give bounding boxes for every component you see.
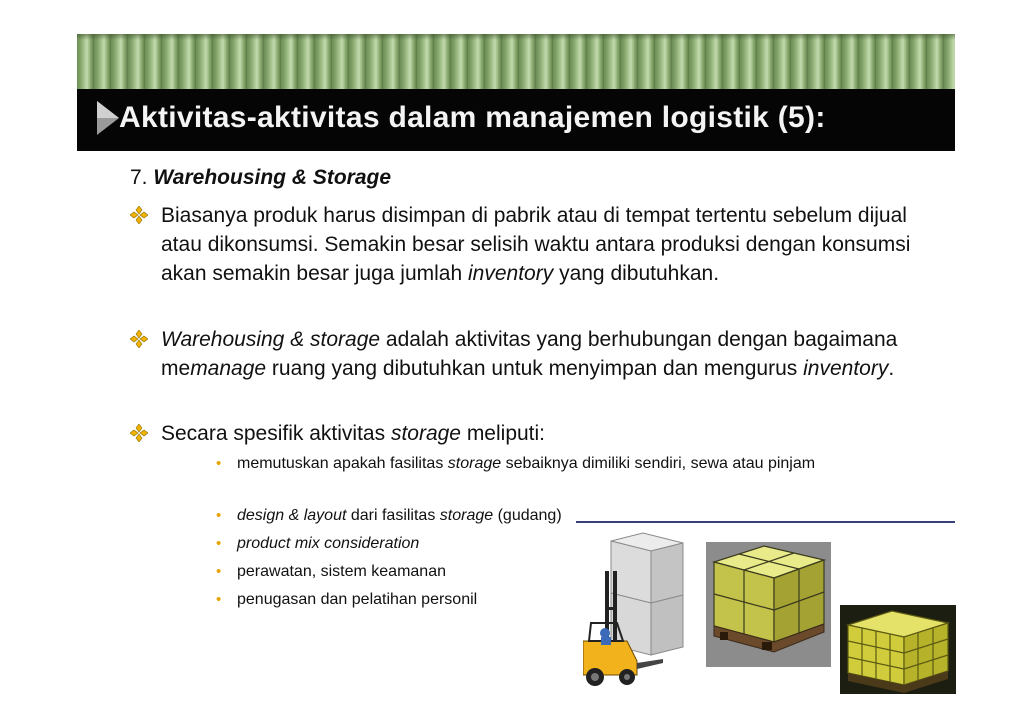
title-arrow-icon [97,101,119,135]
slide-title: Aktivitas-aktivitas dalam manajemen logistik (5): [119,101,826,134]
sub-item-1 [216,452,896,475]
forklift-boxes-image [583,531,695,689]
bullet-1-text: Biasanya produk harus disimpan di pabrik atau di tempat tertentu sebelum dijual atau dikonsumsi. Semakin besar selisih waktu antara produksi dengan konsumsi akan semakin besar juga jumlah inventory yang dibutuhkan. [161,204,911,285]
wrapped-pallet-image [840,605,956,694]
decorative-stripe-banner [77,34,955,89]
bullet-1 [130,201,920,288]
sub-item-2-text: design & layout dari fasilitas storage (gudang) [237,507,562,524]
sub-item-4-text: perawatan, sistem keamanan [237,563,446,580]
sub-item-1-text: memutuskan apakah fasilitas storage sebaiknya dimiliki sendiri, sewa atau pinjam [237,455,816,472]
sub-bullet-marker: • [216,591,222,608]
diamond-bullet-icon [130,424,148,442]
bullet-3 [130,419,920,448]
diamond-bullet-icon [130,330,148,348]
sub-bullet-marker: • [216,535,222,552]
bullet-3-text: Secara spesifik aktivitas storage meliputi: [161,422,546,445]
sub-item-3-text: product mix consideration [237,535,420,552]
section-heading [130,166,391,190]
bullet-2-text: Warehousing & storage adalah aktivitas yang berhubungan dengan bagaimana memanage ruang yang dibutuhkan untuk menyimpan dan mengurus inventory. [161,328,898,380]
sub-bullet-marker: • [216,563,222,580]
section-number: 7. [130,166,148,189]
section-name: Warehousing & Storage [153,166,392,189]
bullet-2 [130,325,920,383]
diamond-bullet-icon [130,206,148,224]
sub-bullet-marker: • [216,455,222,472]
pallet-boxes-image [706,542,831,667]
sub-item-2 [216,504,896,527]
sub-item-5-text: penugasan dan pelatihan personil [237,591,478,608]
divider-rule [576,521,955,523]
sub-bullet-marker: • [216,507,222,524]
